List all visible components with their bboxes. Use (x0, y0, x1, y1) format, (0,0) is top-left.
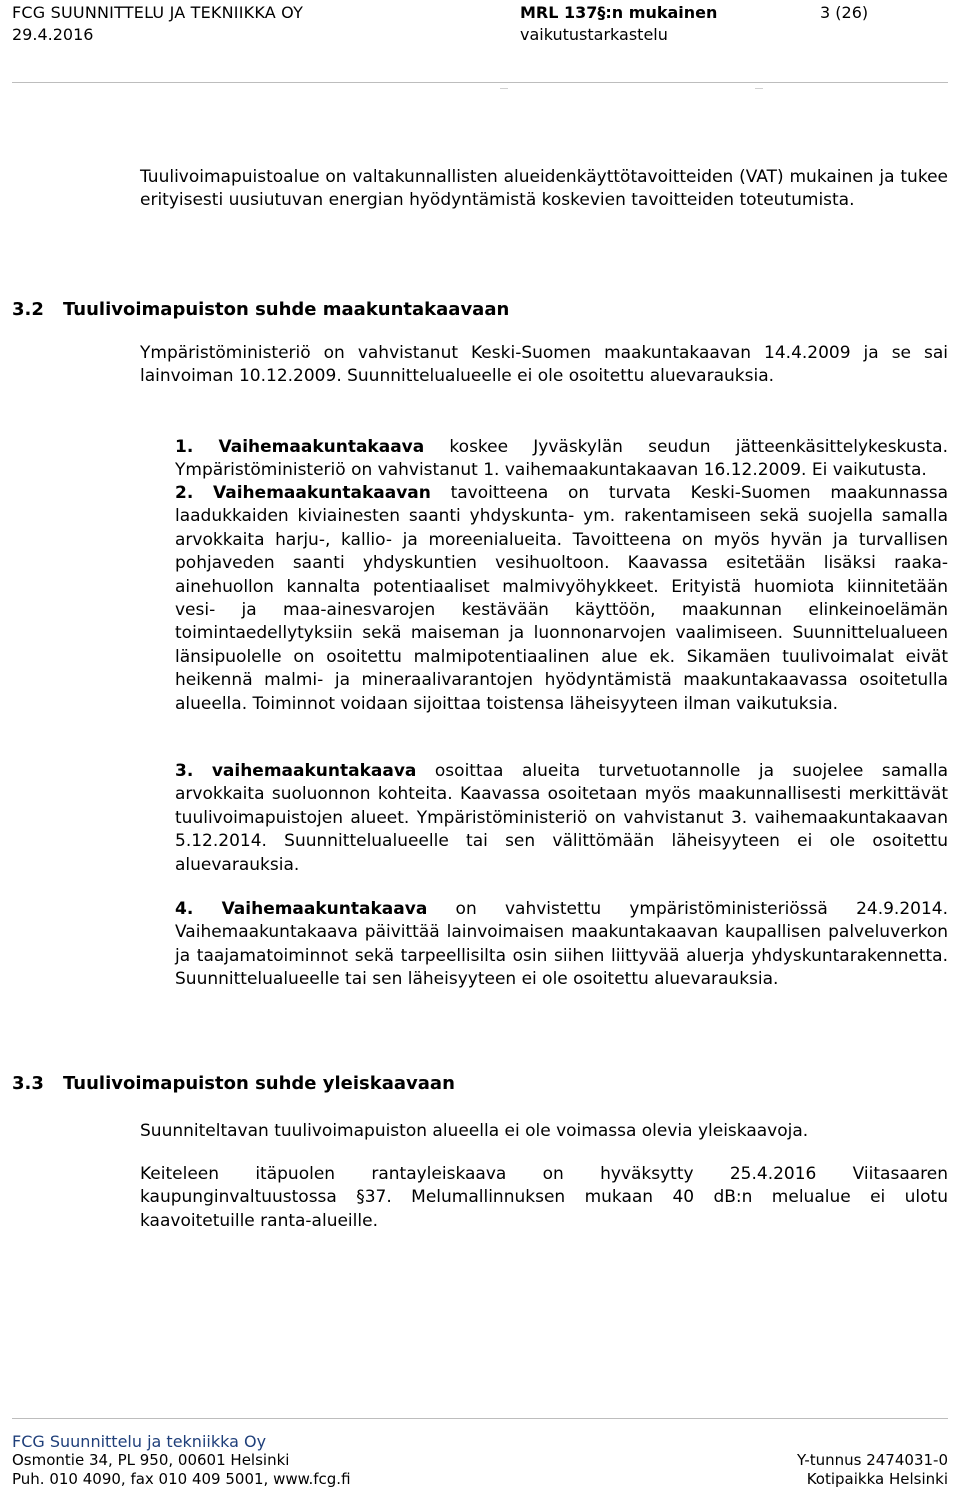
page-footer (0, 1418, 960, 1492)
section-title: Tuulivoimapuiston suhde maakuntakaavaan (63, 299, 510, 320)
footer-business-id: Y-tunnus 2474031-0 (796, 1451, 948, 1469)
section-heading-3-3 (12, 1072, 455, 1096)
footer-left (12, 1432, 351, 1489)
header-title-line1: MRL 137§:n mukainen (520, 3, 718, 22)
section-3-3-paragraph-1: Suunniteltavan tuulivoimapuiston alueella ei ole voimassa olevia yleiskaavoja. (140, 1121, 809, 1141)
footer-right (797, 1451, 948, 1489)
list-item (140, 898, 948, 992)
footer-divider (12, 1418, 948, 1419)
item-number: 1. (175, 437, 194, 457)
list-item (140, 760, 948, 877)
intro-paragraph: Tuulivoimapuistoalue on valtakunnallisten alueidenkäyttötavoitteiden (VAT) mukainen ja tukee erityisesti uusiutuvan energian hyödyntämistä koskevien tavoitteiden toteutumista. (140, 167, 948, 211)
section-3-3-paragraph-2: Keiteleen itäpuolen rantayleiskaava on hyväksytty 25.4.2016 Viitasaaren kaupunginvaltuustossa §37. Melumallinnuksen mukaan 40 dB:n melualue ei ulotu kaavoitetuille ranta-alueille. (140, 1164, 948, 1231)
item-text: tavoitteena on turvata Keski-Suomen maakunnassa laadukkaiden kiviainesten saanti yhdyskunta- ym. rakentamiseen sekä suojella samalla arvokkaita harju-, kallio- ja moreenialueita. Tavoitteena on myös hyvän ja turvallisen pohjaveden saanti yhdyskuntien vesihuoltoon. Kaavassa esitetään lisäksi raaka-ainehuollon kannalta potentiaaliset malmivyöhykkeet. Erityistä huomiota kiinnitetään vesi- ja maa-ainesvarojen kestävään käyttöön, maakunnan elinkeinoelämän toimintaedellytyksiin sekä maiseman ja luonnonarvojen vaalimiseen. Suunnittelualueen länsipuolelle on osoitettu malmipotentiaalinen alue ek. Sikamäen tuulivoimalat eivät heikennä malmi- ja mineraalivarantojen hyödyntämistä maakuntakaavassa osoitetulla alueella. Toiminnot voidaan sijoittaa toistensa läheisyyteen ilman vaikutuksia. (175, 483, 949, 714)
section-number: 3.3 (12, 1073, 44, 1094)
section-number: 3.2 (12, 299, 44, 320)
item-text: on vahvistettu ympäristöministeriössä 24.9.2014. Vaihemaakuntakaava päivittää lainvoimaisen maakuntakaavan kaupallisen palveluverkon ja taajamatoiminnot sekä tarpeellisilta osin siihen liittyvää aluerja yhdyskuntarakennetta. Suunnittelualueelle tai sen läheisyyteen ei ole osoitettu aluevarauksia. (175, 899, 949, 990)
section-heading-3-2 (12, 298, 509, 322)
header-date: 29.4.2016 (12, 25, 94, 44)
item-number: 3. (175, 761, 194, 781)
item-keyword: Vaihemaakuntakaavan (213, 483, 431, 503)
header-divider (12, 82, 948, 83)
header-tick (755, 88, 763, 89)
list-item (140, 436, 948, 483)
section-title: Tuulivoimapuiston suhde yleiskaavaan (63, 1073, 455, 1094)
item-keyword: Vaihemaakuntakaava (218, 437, 425, 457)
item-keyword: vaihemaakuntakaava (211, 761, 417, 781)
header-company: FCG SUUNNITTELU JA TEKNIIKKA OY (12, 3, 304, 22)
footer-contact: Puh. 010 4090, fax 010 409 5001, www.fcg.fi (12, 1470, 351, 1488)
footer-domicile: Kotipaikka Helsinki (806, 1470, 948, 1488)
page-header (0, 0, 960, 90)
item-number: 4. (175, 899, 194, 919)
header-document-title (520, 2, 717, 46)
header-left (12, 2, 303, 46)
item-text: koskee Jyväskylän seudun jätteenkäsittelykeskusta. Ympäristöministeriö on vahvistanut 1. vaihemaakuntakaavan 16.12.2009. Ei vaikutusta. (175, 437, 948, 481)
list-item (140, 482, 948, 716)
item-keyword: Vaihemaakuntakaava (221, 899, 428, 919)
header-title-line2: vaikutustarkastelu (520, 25, 668, 44)
footer-company: FCG Suunnittelu ja tekniikka Oy (12, 1432, 267, 1451)
header-tick (500, 88, 508, 89)
item-text: osoittaa alueita turvetuotannolle ja suojelee samalla arvokkaita suoluonnon kohteita. Kaavassa osoitetaan myös maakunnallisesti merkittävät tuulivoimapuistojen alueet. Ympäristöministeriö on vahvistanut 3. vaihemaakuntakaavan 5.12.2014. Suunnittelualueelle tai sen välittömään läheisyyteen ei ole osoitettu aluevarauksia. (175, 761, 948, 875)
section-3-2-lead: Ympäristöministeriö on vahvistanut Keski-Suomen maakuntakaavan 14.4.2009 ja se sai lainvoiman 10.12.2009. Suunnittelualueelle ei ole osoitettu aluevarauksia. (140, 343, 948, 387)
footer-address: Osmontie 34, PL 950, 00601 Helsinki (12, 1451, 290, 1469)
item-number: 2. (175, 483, 194, 503)
header-page-number: 3 (26) (820, 3, 869, 22)
